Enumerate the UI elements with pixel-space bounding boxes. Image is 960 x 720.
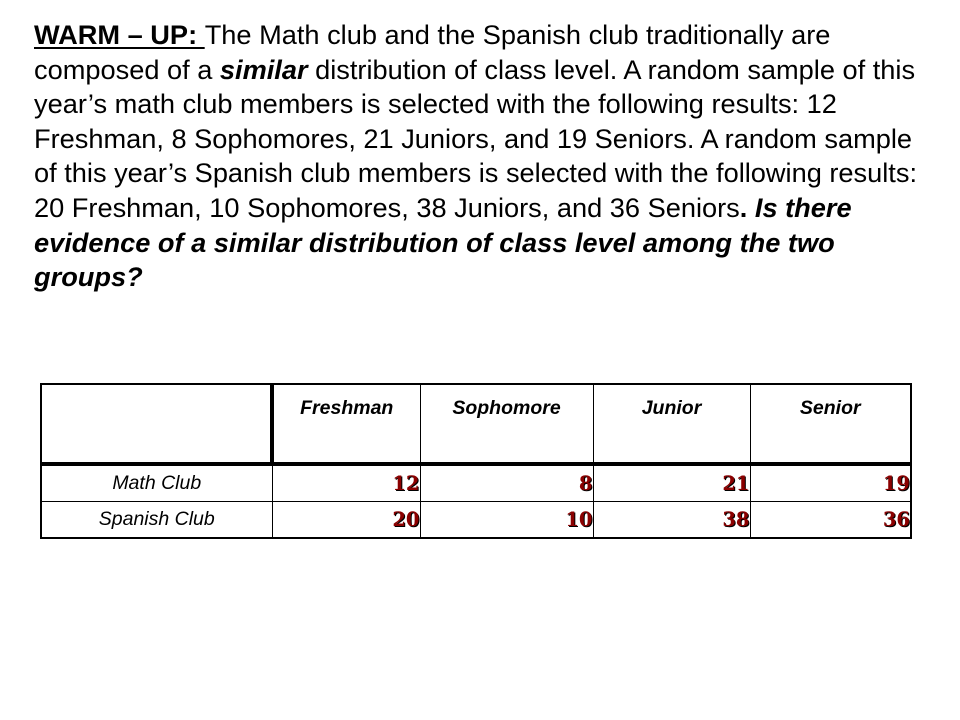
table-row-math-club	[41, 464, 911, 502]
count-math-senior: 19	[750, 464, 911, 502]
row-label-math-club: Math Club	[41, 464, 272, 502]
warmup-text-part-1: The Math club and the Spanish club traditionally are composed of a	[34, 19, 831, 85]
count-math-junior: 21	[593, 464, 750, 502]
column-header-junior: Junior	[593, 384, 750, 464]
table-row-spanish-club	[41, 502, 911, 539]
class-level-table	[40, 383, 912, 539]
column-header-sophomore: Sophomore	[420, 384, 593, 464]
table-corner-cell	[41, 384, 272, 464]
count-spanish-senior: 36	[750, 502, 911, 539]
count-spanish-freshman: 20	[272, 502, 420, 539]
warmup-paragraph	[34, 18, 934, 295]
warmup-label: WARM – UP:	[34, 19, 205, 50]
warmup-question: Is there evidence of a similar distribution of class level among the two groups?	[34, 191, 852, 293]
sentence-end-period: .	[739, 191, 748, 223]
warmup-text-part-2: distribution of class level. A random sample of this year’s math club members is selected with the following results: 12 Freshman, 8 Sophomores, 21 Juniors, and 19 Seniors. A random sample of this year’s Spanish club members is selected with the following results: 20 Freshman, 10 Sophomores, 38 Juniors, and 36 Seniors	[34, 53, 917, 223]
count-math-sophomore: 8	[420, 464, 593, 502]
table-header-row	[41, 384, 911, 464]
row-label-spanish-club: Spanish Club	[41, 502, 272, 539]
emphasis-word-similar: similar	[219, 53, 308, 85]
column-header-freshman: Freshman	[272, 384, 420, 464]
count-spanish-junior: 38	[593, 502, 750, 539]
column-header-senior: Senior	[750, 384, 911, 464]
count-math-freshman: 12	[272, 464, 420, 502]
count-spanish-sophomore: 10	[420, 502, 593, 539]
